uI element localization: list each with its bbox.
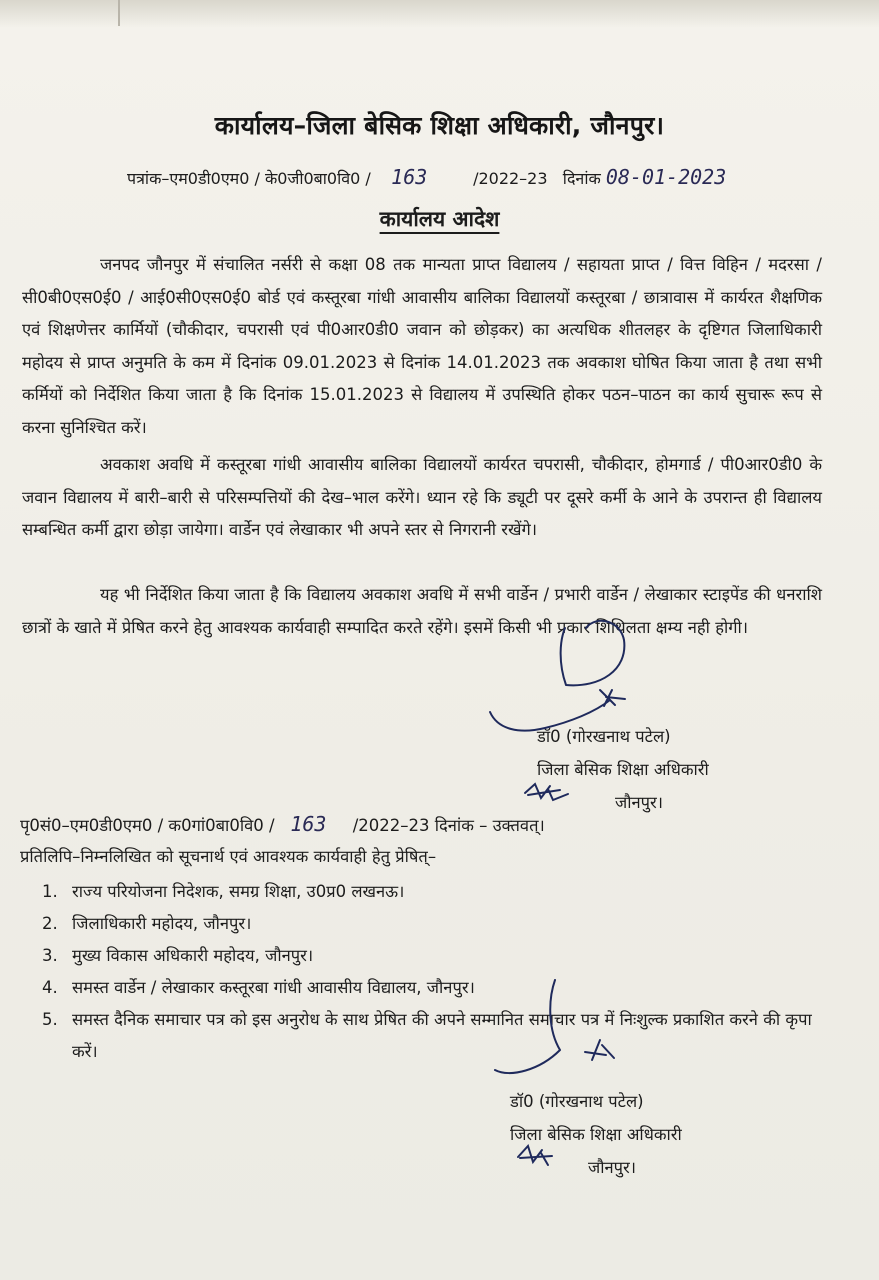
signatory-place-2: जौनपुर। [588, 1158, 637, 1177]
list-item: 3. मुख्य विकास अधिकारी महोदय, जौनपुर। [42, 946, 314, 965]
letter-ref-year: /2022–23 [473, 169, 548, 188]
letter-date-label: दिनांक [562, 169, 601, 188]
office-title: कार्यालय–जिला बेसिक शिक्षा अधिकारी, जौनपुर। [214, 111, 665, 140]
signatory-name: डॉ0 (गोरखनाथ पटेल) [537, 727, 671, 746]
copy-ref-prefix: पृ0सं0–एम0डी0एम0 / क0गां0बा0वि0 / [20, 816, 275, 835]
signature-block [537, 720, 709, 819]
signatory-name-2: डॉ0 (गोरखनाथ पटेल) [510, 1092, 644, 1111]
paper-top-edge [0, 0, 879, 28]
signature-block-2 [510, 1085, 682, 1184]
signatory-place: जौनपुर। [615, 793, 664, 812]
list-item: 1. राज्य परियोजना निदेशक, समग्र शिक्षा, उ0प्र0 लखनऊ। [42, 882, 405, 901]
order-heading: कार्यालय आदेश [379, 207, 500, 231]
paper-fold-mark [118, 0, 120, 26]
copy-reference [20, 812, 545, 836]
letter-reference [127, 165, 726, 189]
copy-intro: प्रतिलिपि–निम्नलिखित को सूचनार्थ एवं आवश्यक कार्यवाही हेतु प्रेषित्– [20, 847, 437, 866]
order-paragraph-3: यह भी निर्देशित किया जाता है कि विद्यालय अवकाश अवधि में सभी वार्डेन / प्रभारी वार्डेन / लेखाकार स्टाइपेंड की धनराशि छात्रों के खाते में प्रेषित करने हेतु आवश्यक कार्यवाही सम्पादित करते रहेंगे। इसमें किसी भी प्रकार शिथिलता क्षम्य नही होगी। [22, 585, 822, 637]
order-paragraph-2: अवकाश अवधि में कस्तूरबा गांधी आवासीय बालिका विद्यालयों कार्यरत चपरासी, चौकीदार, होमगार्ड / पी0आर0डी0 के जवान विद्यालय में बारी–बारी से परिसम्पत्तियों की देख–भाल करेंगे। ध्यान रहे कि ड्यूटी पर दूसरे कर्मी के आने के उपरान्त ही विद्यालय सम्बन्धित कर्मी द्वारा छोड़ा जायेगा। वार्डेन एवं लेखाकार भी अपने स्तर से निगरानी रखेंगे। [22, 455, 822, 539]
letter-date: 08-01-2023 [605, 165, 727, 189]
copy-recipient-list [20, 876, 820, 1068]
letter-ref-number: 163 [391, 165, 428, 189]
order-paragraph-1: जनपद जौनपुर में संचालित नर्सरी से कक्षा 08 तक मान्यता प्राप्त विद्यालय / सहायता प्राप्त / वित्त विहिन / मदरसा / सी0बी0एस0ई0 / आई0सी0एस0ई0 बोर्ड एवं कस्तूरबा गांधी आवासीय बालिका विद्यालयों कस्तूरबा / छात्रावास में कार्यरत शैक्षणिक एवं शिक्षणेत्तर कार्मियों (चौकीदार, चपरासी एवं पी0आर0डी0 जवान को छोड़कर) का अत्यधिक शीतलहर के दृष्टिगत जिलाधिकारी महोदय से प्राप्त अनुमति के कम में दिनांक 09.01.2023 से दिनांक 14.01.2023 तक अवकाश घोषित किया जाता है तथा सभी कर्मियों को निर्देशित किया जाता है कि दिनांक 15.01.2023 से विद्यालय में उपस्थिति होकर पठन–पाठन का कार्य सुचारू रूप से करना सुनिश्चित करें। [22, 255, 822, 437]
signatory-designation-2: जिला बेसिक शिक्षा अधिकारी [510, 1125, 682, 1144]
copy-ref-suffix: /2022–23 दिनांक – उक्तवत्। [352, 816, 545, 835]
copy-ref-number: 163 [290, 812, 327, 836]
letter-ref-prefix: पत्रांक–एम0डी0एम0 / के0जी0बा0वि0 / [127, 169, 371, 188]
list-item: 2. जिलाधिकारी महोदय, जौनपुर। [42, 914, 252, 933]
signatory-designation: जिला बेसिक शिक्षा अधिकारी [537, 760, 709, 779]
list-item: 4. समस्त वार्डेन / लेखाकार कस्तूरबा गांधी आवासीय विद्यालय, जौनपुर। [42, 978, 475, 997]
list-item: 5. समस्त दैनिक समाचार पत्र को इस अनुरोध के साथ प्रेषित की अपने सम्मानित समाचार पत्र में निःशुल्क प्रकाशित करने की कृपा करें। [42, 1010, 812, 1061]
